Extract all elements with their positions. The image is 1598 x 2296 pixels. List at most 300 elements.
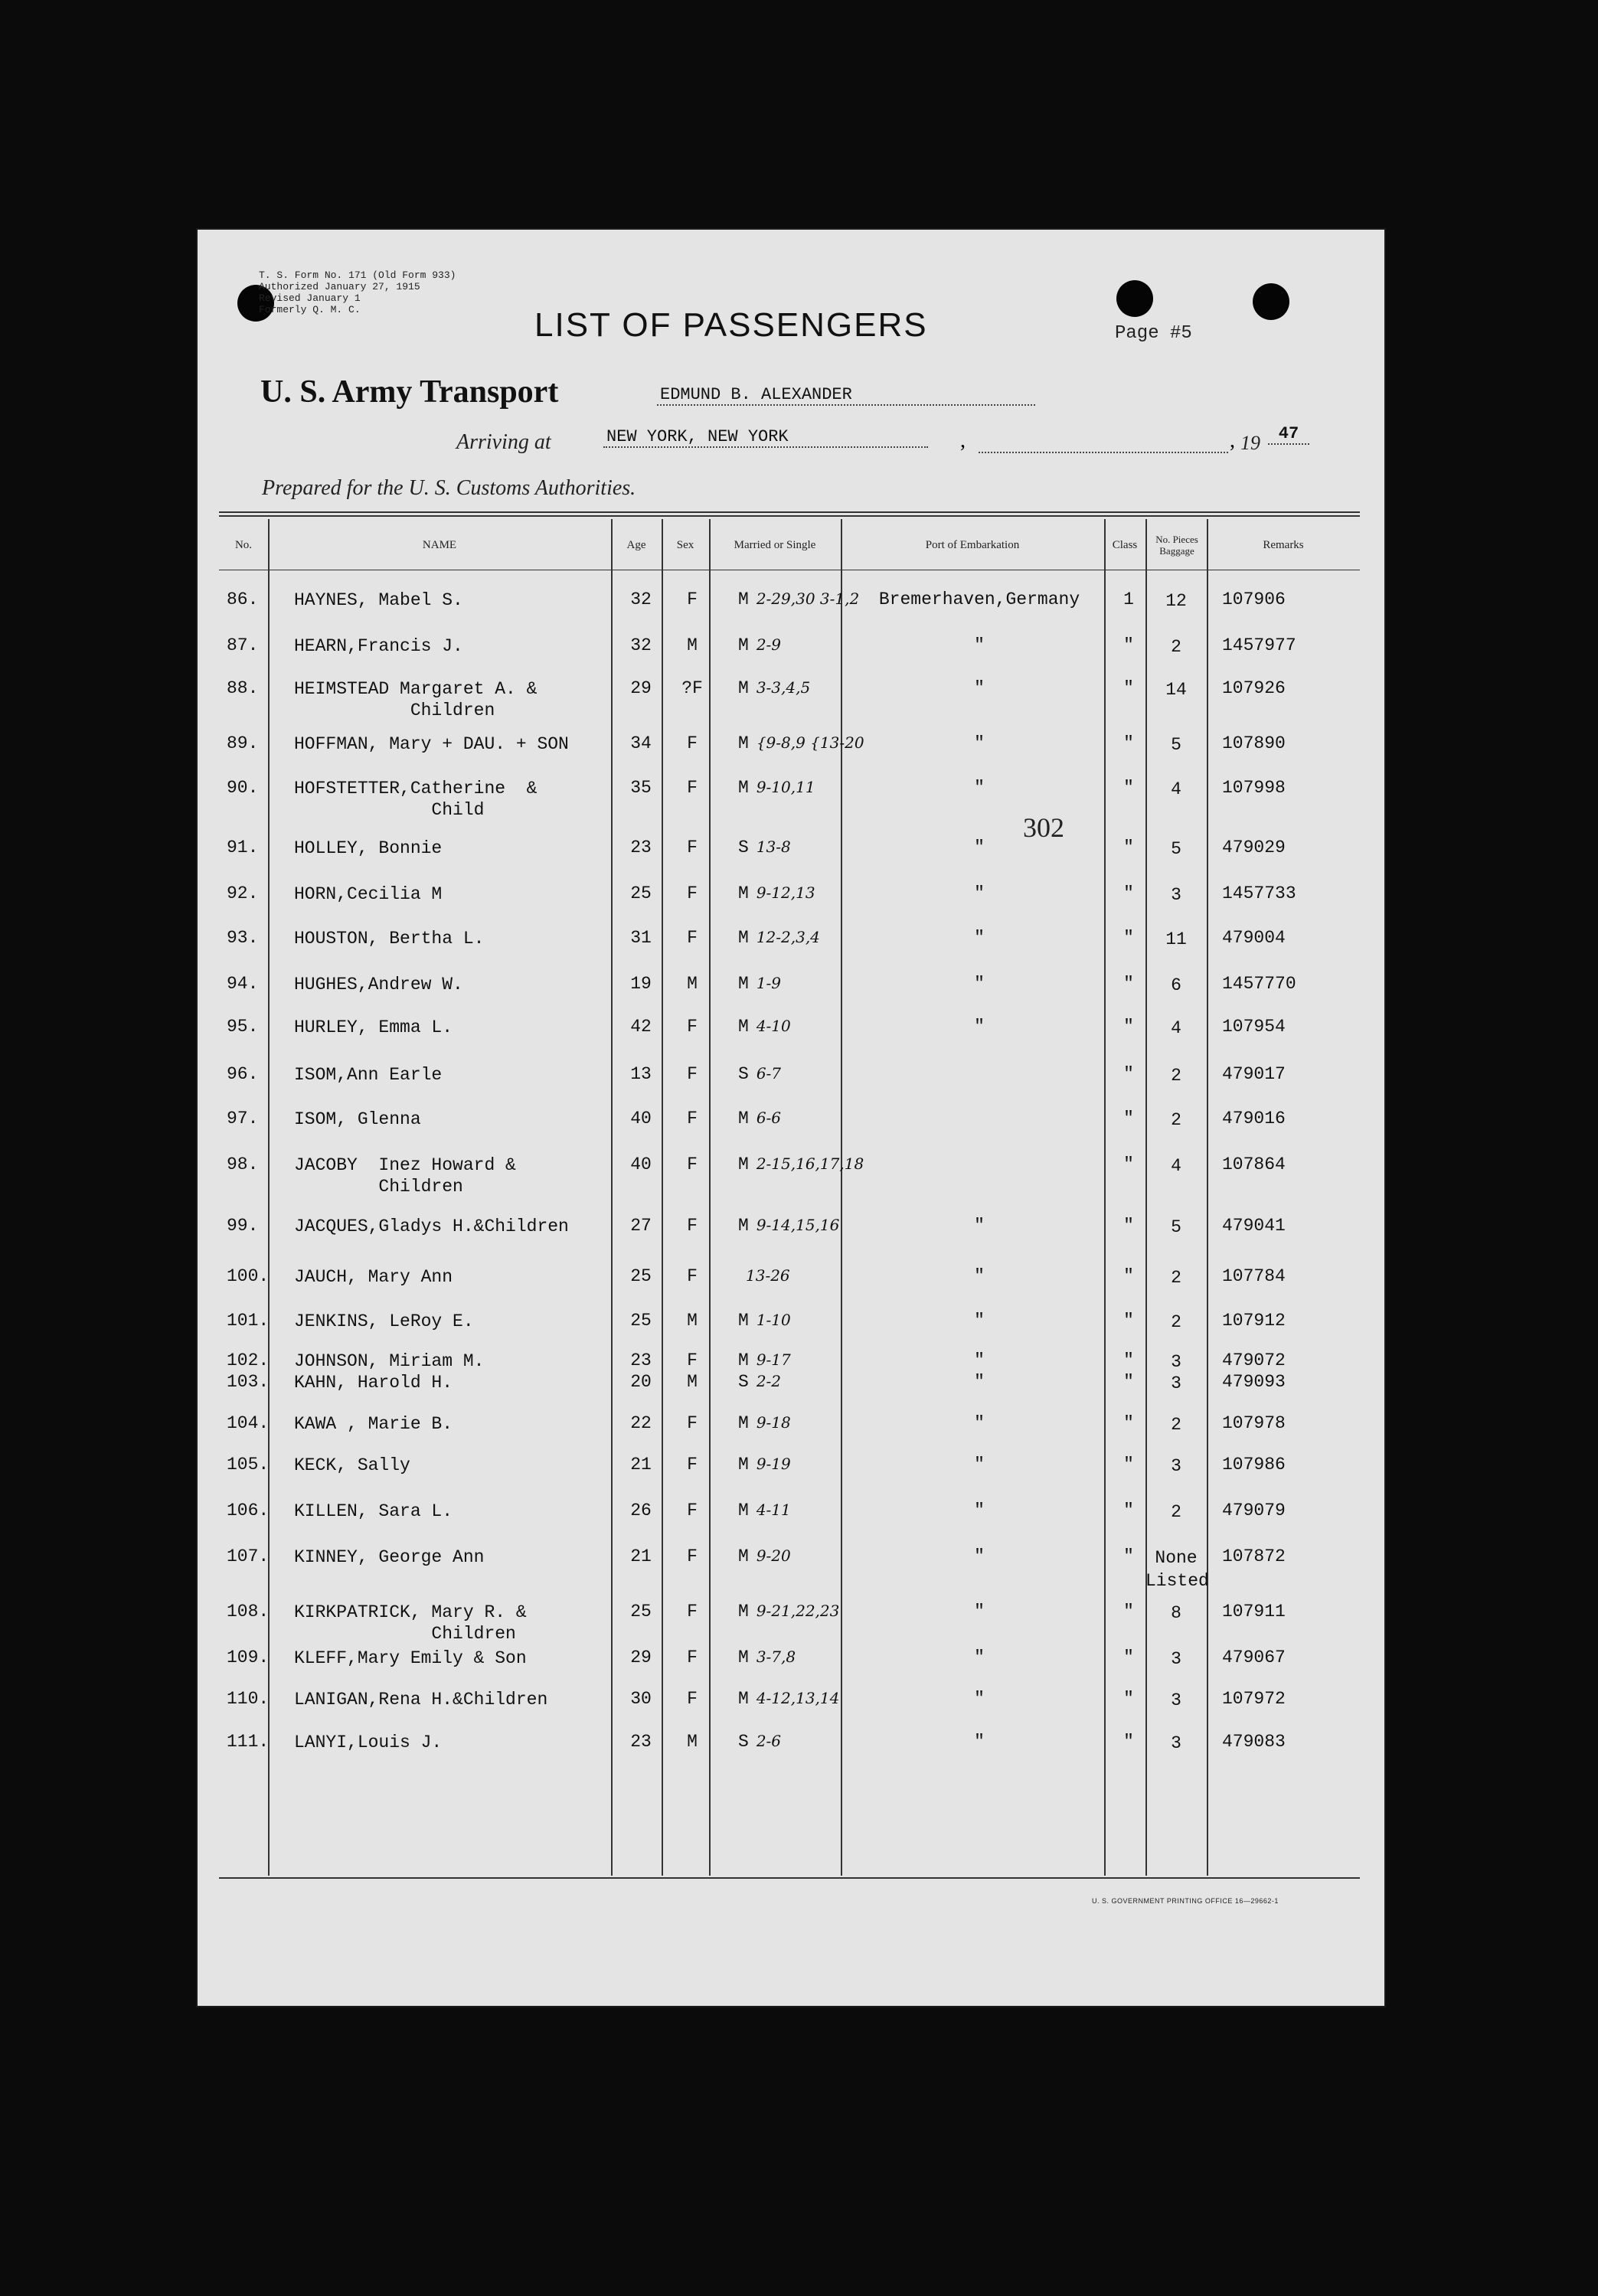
ship-label: U. S. Army Transport <box>260 374 559 410</box>
baggage-pieces: 3 <box>1171 1373 1181 1393</box>
passenger-name: KLEFF,Mary Emily & Son <box>294 1648 527 1668</box>
port-of-embarkation: " <box>974 1311 985 1331</box>
handwritten-annotation: 3-7,8 <box>756 1648 796 1666</box>
marital-code: M <box>738 590 749 609</box>
passenger-table <box>219 511 1360 1882</box>
baggage-pieces: None Listed <box>1145 1548 1209 1591</box>
year-value: 47 <box>1268 424 1309 445</box>
marital-status <box>738 1372 868 1392</box>
remarks-number: 479093 <box>1222 1372 1286 1392</box>
handwritten-annotation: 4-10 <box>756 1017 791 1035</box>
marital-status <box>738 1602 868 1622</box>
marital-code: M <box>738 635 749 655</box>
baggage-pieces: 11 <box>1165 929 1187 949</box>
handwritten-annotation: 9-10,11 <box>756 778 815 796</box>
marital-status <box>738 1311 868 1331</box>
handwritten-annotation: 9-18 <box>756 1413 791 1432</box>
marital-code: M <box>738 883 749 903</box>
marital-code: S <box>738 1064 749 1084</box>
column-divider <box>1145 519 1147 1876</box>
marital-code: M <box>738 1109 749 1128</box>
port-of-embarkation: " <box>974 1732 985 1752</box>
marital-status <box>738 678 868 698</box>
passenger-age: 27 <box>630 1216 652 1236</box>
marital-status <box>738 1109 868 1128</box>
passenger-name: LANIGAN,Rena H.&Children <box>294 1690 548 1710</box>
ship-name: EDMUND B. ALEXANDER <box>657 385 1035 406</box>
passenger-class: " <box>1123 635 1134 655</box>
handwritten-annotation: 13-26 <box>746 1266 790 1285</box>
port-of-embarkation: " <box>974 635 985 655</box>
handwritten-annotation: 13-8 <box>756 838 791 856</box>
marital-code: M <box>738 1017 749 1037</box>
handwritten-annotation: 9-17 <box>756 1350 791 1369</box>
marital-status <box>738 778 868 798</box>
marital-code: M <box>738 1455 749 1475</box>
passenger-sex: F <box>687 1689 698 1709</box>
passenger-class: 1 <box>1123 590 1134 609</box>
comma-separator: , <box>960 429 966 452</box>
baggage-pieces: 4 <box>1171 1018 1181 1038</box>
remarks-number: 479083 <box>1222 1732 1286 1752</box>
marital-code: M <box>738 733 749 753</box>
baggage-pieces: 3 <box>1171 1456 1181 1476</box>
marital-code: M <box>738 778 749 798</box>
remarks-number: 1457977 <box>1222 635 1296 655</box>
passenger-class: " <box>1123 1216 1134 1236</box>
punch-hole <box>1116 280 1153 317</box>
passenger-name: HUGHES,Andrew W. <box>294 975 463 994</box>
remarks-number: 107972 <box>1222 1689 1286 1709</box>
passenger-class: " <box>1123 1266 1134 1286</box>
passenger-name: KILLEN, Sara L. <box>294 1501 453 1521</box>
port-of-embarkation: " <box>974 928 985 948</box>
passenger-age: 32 <box>630 635 652 655</box>
marital-status <box>738 1266 868 1286</box>
port-of-embarkation: " <box>974 1350 985 1370</box>
passenger-sex: M <box>687 1372 698 1392</box>
table-top-rule <box>219 511 1360 513</box>
remarks-number: 107954 <box>1222 1017 1286 1037</box>
passenger-age: 13 <box>630 1064 652 1084</box>
passenger-list-sheet <box>198 230 1384 2006</box>
port-of-embarkation: " <box>974 883 985 903</box>
handwritten-annotation: 9-20 <box>756 1546 791 1565</box>
passenger-name: HOUSTON, Bertha L. <box>294 929 485 949</box>
row-number: 90. <box>227 778 259 798</box>
handwritten-annotation: 4-12,13,14 <box>756 1689 840 1707</box>
document-title: LIST OF PASSENGERS <box>534 306 928 344</box>
passenger-age: 34 <box>630 733 652 753</box>
row-number: 98. <box>227 1155 259 1174</box>
passenger-age: 21 <box>630 1546 652 1566</box>
passenger-class: " <box>1123 1546 1134 1566</box>
passenger-sex: ?F <box>681 678 703 698</box>
baggage-pieces: 3 <box>1171 1649 1181 1669</box>
handwritten-annotation: 2-2 <box>756 1372 782 1390</box>
marital-status <box>738 1732 868 1752</box>
handwritten-annotation: 6-6 <box>756 1109 782 1127</box>
remarks-number: 1457733 <box>1222 883 1296 903</box>
baggage-pieces: 3 <box>1171 885 1181 905</box>
column-divider <box>709 519 711 1876</box>
port-of-embarkation: " <box>974 1017 985 1037</box>
passenger-name: HOFSTETTER,Catherine & Child <box>294 779 538 820</box>
port-of-embarkation: " <box>974 733 985 753</box>
passenger-class: " <box>1123 1017 1134 1037</box>
row-number: 97. <box>227 1109 259 1128</box>
passenger-sex: M <box>687 635 698 655</box>
marital-status <box>738 1413 868 1433</box>
passenger-name: HOLLEY, Bonnie <box>294 838 443 858</box>
port-of-embarkation: " <box>974 974 985 994</box>
passenger-name: KINNEY, George Ann <box>294 1547 485 1567</box>
baggage-pieces: 4 <box>1171 779 1181 799</box>
port-of-embarkation: " <box>974 1266 985 1286</box>
baggage-pieces: 2 <box>1171 1312 1181 1332</box>
passenger-sex: F <box>687 1155 698 1174</box>
passenger-name: JAUCH, Mary Ann <box>294 1267 453 1287</box>
printing-office-footer: U. S. GOVERNMENT PRINTING OFFICE 16—29662-1 <box>1092 1897 1279 1905</box>
port-of-embarkation: " <box>974 1455 985 1475</box>
row-number: 100. <box>227 1266 270 1286</box>
passenger-age: 23 <box>630 1732 652 1752</box>
row-number: 99. <box>227 1216 259 1236</box>
handwritten-annotation: {9-8,9 {13-20 <box>756 733 864 752</box>
passenger-age: 29 <box>630 678 652 698</box>
page-number: Page #5 <box>1115 323 1192 344</box>
port-of-embarkation: " <box>974 1602 985 1622</box>
port-of-embarkation: Bremerhaven,Germany <box>878 590 1080 609</box>
baggage-pieces: 3 <box>1171 1733 1181 1753</box>
marital-status <box>738 590 868 609</box>
passenger-age: 42 <box>630 1017 652 1037</box>
column-divider <box>268 519 270 1876</box>
remarks-number: 107978 <box>1222 1413 1286 1433</box>
column-divider <box>1104 519 1106 1876</box>
passenger-sex: F <box>687 1017 698 1037</box>
row-number: 94. <box>227 974 259 994</box>
marital-code: M <box>738 1311 749 1331</box>
marital-code: M <box>738 1413 749 1433</box>
row-number: 101. <box>227 1311 270 1331</box>
passenger-name: JOHNSON, Miriam M. <box>294 1351 485 1371</box>
port-of-embarkation: " <box>974 1648 985 1667</box>
passenger-age: 40 <box>630 1155 652 1174</box>
marital-status <box>738 1017 868 1037</box>
baggage-pieces: 2 <box>1171 1268 1181 1288</box>
marital-code: S <box>738 1372 749 1392</box>
marital-status <box>738 1155 868 1174</box>
baggage-pieces: 2 <box>1171 1066 1181 1086</box>
header-remarks: Remarks <box>1263 538 1304 551</box>
header-port: Port of Embarkation <box>925 538 1020 551</box>
passenger-name: KAWA , Marie B. <box>294 1414 453 1434</box>
passenger-sex: F <box>687 1266 698 1286</box>
column-divider <box>841 519 842 1876</box>
passenger-class: " <box>1123 838 1134 857</box>
baggage-pieces: 8 <box>1171 1603 1181 1623</box>
header-age: Age <box>626 538 646 551</box>
row-number: 110. <box>227 1689 270 1709</box>
handwritten-annotation: 9-19 <box>756 1455 791 1473</box>
handwritten-annotation: 9-14,15,16 <box>756 1216 840 1234</box>
passenger-sex: F <box>687 1413 698 1433</box>
marital-code: M <box>738 974 749 994</box>
passenger-name: JACQUES,Gladys H.&Children <box>294 1217 569 1236</box>
passenger-age: 25 <box>630 883 652 903</box>
remarks-number: 107998 <box>1222 778 1286 798</box>
marital-code: M <box>738 1546 749 1566</box>
passenger-class: " <box>1123 1350 1134 1370</box>
baggage-pieces: 3 <box>1171 1690 1181 1710</box>
marital-code: M <box>738 1501 749 1520</box>
passenger-age: 21 <box>630 1455 652 1475</box>
baggage-pieces: 6 <box>1171 975 1181 995</box>
port-of-embarkation: " <box>974 1546 985 1566</box>
row-number: 109. <box>227 1648 270 1667</box>
passenger-sex: F <box>687 1501 698 1520</box>
handwritten-annotation: 2-15,16,17,18 <box>756 1155 864 1173</box>
passenger-age: 25 <box>630 1266 652 1286</box>
header-marital: Married or Single <box>734 538 816 551</box>
marital-status <box>738 1216 868 1236</box>
handwritten-annotation: 12-2,3,4 <box>756 928 820 946</box>
handwritten-annotation: 1-9 <box>756 974 782 992</box>
passenger-class: " <box>1123 928 1134 948</box>
marital-status <box>738 1501 868 1520</box>
row-number: 106. <box>227 1501 270 1520</box>
remarks-number: 107784 <box>1222 1266 1286 1286</box>
remarks-number: 107890 <box>1222 733 1286 753</box>
baggage-pieces: 2 <box>1171 1110 1181 1130</box>
remarks-number: 479016 <box>1222 1109 1286 1128</box>
row-number: 102. <box>227 1350 270 1370</box>
punch-hole <box>1253 283 1289 320</box>
baggage-pieces: 12 <box>1165 591 1187 611</box>
passenger-name: HOFFMAN, Mary + DAU. + SON <box>294 734 569 754</box>
passenger-class: " <box>1123 1689 1134 1709</box>
passenger-sex: M <box>687 1732 698 1752</box>
passenger-age: 30 <box>630 1689 652 1709</box>
table-bottom-rule <box>219 1877 1360 1879</box>
passenger-sex: F <box>687 1455 698 1475</box>
marital-status <box>738 838 868 857</box>
passenger-name: KAHN, Harold H. <box>294 1373 453 1393</box>
passenger-class: " <box>1123 678 1134 698</box>
port-of-embarkation: " <box>974 1501 985 1520</box>
row-number: 104. <box>227 1413 270 1433</box>
passenger-class: " <box>1123 1311 1134 1331</box>
handwritten-annotation: 2-29,30 3-1,2 <box>756 590 860 608</box>
marital-status <box>738 1064 868 1084</box>
baggage-pieces: 2 <box>1171 1502 1181 1522</box>
passenger-name: KECK, Sally <box>294 1455 410 1475</box>
remarks-number: 107872 <box>1222 1546 1286 1566</box>
port-of-embarkation: " <box>974 678 985 698</box>
marital-code: M <box>738 1648 749 1667</box>
passenger-class: " <box>1123 1732 1134 1752</box>
arriving-label: Arriving at <box>456 430 551 454</box>
baggage-pieces: 4 <box>1171 1156 1181 1176</box>
passenger-sex: F <box>687 1350 698 1370</box>
row-number: 88. <box>227 678 259 698</box>
port-of-embarkation: " <box>974 838 985 857</box>
passenger-name: HEARN,Francis J. <box>294 636 463 656</box>
passenger-sex: F <box>687 928 698 948</box>
remarks-number: 107926 <box>1222 678 1286 698</box>
arrival-date-blank <box>979 452 1228 453</box>
remarks-number: 107906 <box>1222 590 1286 609</box>
passenger-sex: F <box>687 778 698 798</box>
passenger-sex: F <box>687 1064 698 1084</box>
remarks-number: 107912 <box>1222 1311 1286 1331</box>
row-number: 86. <box>227 590 259 609</box>
marital-code: S <box>738 838 749 857</box>
table-top-rule <box>219 515 1360 517</box>
marital-code: M <box>738 1155 749 1174</box>
passenger-class: " <box>1123 1155 1134 1174</box>
remarks-number: 107864 <box>1222 1155 1286 1174</box>
prepared-for-note: Prepared for the U. S. Customs Authorities. <box>262 476 636 500</box>
port-of-embarkation: " <box>974 1216 985 1236</box>
passenger-sex: F <box>687 838 698 857</box>
remarks-number: 107911 <box>1222 1602 1286 1622</box>
passenger-age: 25 <box>630 1311 652 1331</box>
passenger-age: 19 <box>630 974 652 994</box>
year-prefix: 19 <box>1240 432 1260 454</box>
remarks-number: 479041 <box>1222 1216 1286 1236</box>
marital-status <box>738 928 868 948</box>
marital-status <box>738 1546 868 1566</box>
passenger-name: HAYNES, Mabel S. <box>294 590 463 610</box>
passenger-age: 35 <box>630 778 652 798</box>
arriving-place: NEW YORK, NEW YORK <box>603 427 928 448</box>
row-number: 95. <box>227 1017 259 1037</box>
remarks-number: 479004 <box>1222 928 1286 948</box>
marital-status <box>738 1350 868 1370</box>
passenger-sex: F <box>687 733 698 753</box>
passenger-sex: F <box>687 1648 698 1667</box>
baggage-pieces: 2 <box>1171 1415 1181 1435</box>
handwritten-annotation: 3-3,4,5 <box>756 678 811 697</box>
baggage-pieces: 5 <box>1171 1217 1181 1237</box>
marital-status <box>738 733 868 753</box>
passenger-age: 40 <box>630 1109 652 1128</box>
passenger-sex: M <box>687 974 698 994</box>
marital-status <box>738 1689 868 1709</box>
header-class: Class <box>1112 538 1138 551</box>
passenger-age: 23 <box>630 838 652 857</box>
passenger-age: 32 <box>630 590 652 609</box>
remarks-number: 479029 <box>1222 838 1286 857</box>
passenger-name: JACOBY Inez Howard & Children <box>294 1155 516 1197</box>
row-number: 107. <box>227 1546 270 1566</box>
passenger-class: " <box>1123 778 1134 798</box>
marital-code: M <box>738 1350 749 1370</box>
passenger-class: " <box>1123 1109 1134 1128</box>
port-of-embarkation: " <box>974 1413 985 1433</box>
remarks-number: 479072 <box>1222 1350 1286 1370</box>
handwritten-annotation: 2-9 <box>756 635 782 654</box>
passenger-age: 26 <box>630 1501 652 1520</box>
passenger-age: 20 <box>630 1372 652 1392</box>
marital-status <box>738 1455 868 1475</box>
passenger-name: HORN,Cecilia M <box>294 884 443 904</box>
marital-status <box>738 883 868 903</box>
row-number: 111. <box>227 1732 270 1752</box>
passenger-class: " <box>1123 1372 1134 1392</box>
passenger-sex: F <box>687 590 698 609</box>
passenger-class: " <box>1123 1602 1134 1622</box>
handwritten-annotation: 1-10 <box>756 1311 791 1329</box>
passenger-name: JENKINS, LeRoy E. <box>294 1311 474 1331</box>
passenger-age: 23 <box>630 1350 652 1370</box>
marital-code: S <box>738 1732 749 1752</box>
header-sex: Sex <box>676 538 694 551</box>
row-number: 91. <box>227 838 259 857</box>
remarks-number: 479017 <box>1222 1064 1286 1084</box>
row-number: 108. <box>227 1602 270 1622</box>
port-of-embarkation: " <box>974 1372 985 1392</box>
marital-status <box>738 635 868 655</box>
page-stamp: 302 <box>1023 812 1064 843</box>
column-divider <box>662 519 663 1876</box>
marital-code: M <box>738 1602 749 1622</box>
passenger-class: " <box>1123 1455 1134 1475</box>
passenger-sex: F <box>687 1216 698 1236</box>
row-number: 93. <box>227 928 259 948</box>
port-of-embarkation: " <box>974 778 985 798</box>
baggage-pieces: 5 <box>1171 735 1181 755</box>
column-divider <box>1207 519 1208 1876</box>
passenger-class: " <box>1123 1648 1134 1667</box>
row-number: 92. <box>227 883 259 903</box>
baggage-pieces: 14 <box>1165 680 1187 700</box>
marital-code: M <box>738 1216 749 1236</box>
remarks-number: 479067 <box>1222 1648 1286 1667</box>
passenger-age: 29 <box>630 1648 652 1667</box>
remarks-number: 1457770 <box>1222 974 1296 994</box>
port-of-embarkation: " <box>974 1689 985 1709</box>
passenger-age: 25 <box>630 1602 652 1622</box>
passenger-class: " <box>1123 974 1134 994</box>
passenger-class: " <box>1123 733 1134 753</box>
row-number: 87. <box>227 635 259 655</box>
passenger-sex: F <box>687 883 698 903</box>
column-divider <box>611 519 613 1876</box>
remarks-number: 479079 <box>1222 1501 1286 1520</box>
row-number: 103. <box>227 1372 270 1392</box>
passenger-name: ISOM,Ann Earle <box>294 1065 443 1085</box>
passenger-sex: F <box>687 1602 698 1622</box>
header-no: No. <box>234 538 253 551</box>
passenger-name: HEIMSTEAD Margaret A. & Children <box>294 679 538 720</box>
marital-code: M <box>738 1689 749 1709</box>
handwritten-annotation: 4-11 <box>756 1501 791 1519</box>
row-number: 105. <box>227 1455 270 1475</box>
handwritten-annotation: 2-6 <box>756 1732 782 1750</box>
header-name: NAME <box>422 538 457 551</box>
remarks-number: 107986 <box>1222 1455 1286 1475</box>
passenger-age: 22 <box>630 1413 652 1433</box>
baggage-pieces: 2 <box>1171 637 1181 657</box>
passenger-class: " <box>1123 1413 1134 1433</box>
passenger-sex: F <box>687 1546 698 1566</box>
passenger-class: " <box>1123 883 1134 903</box>
form-number-note: T. S. Form No. 171 (Old Form 933) Authorized January 27, 1915 Revised January 1 Formerly Q. M. C. <box>259 269 456 315</box>
header-baggage: No. Pieces Baggage <box>1155 534 1198 557</box>
